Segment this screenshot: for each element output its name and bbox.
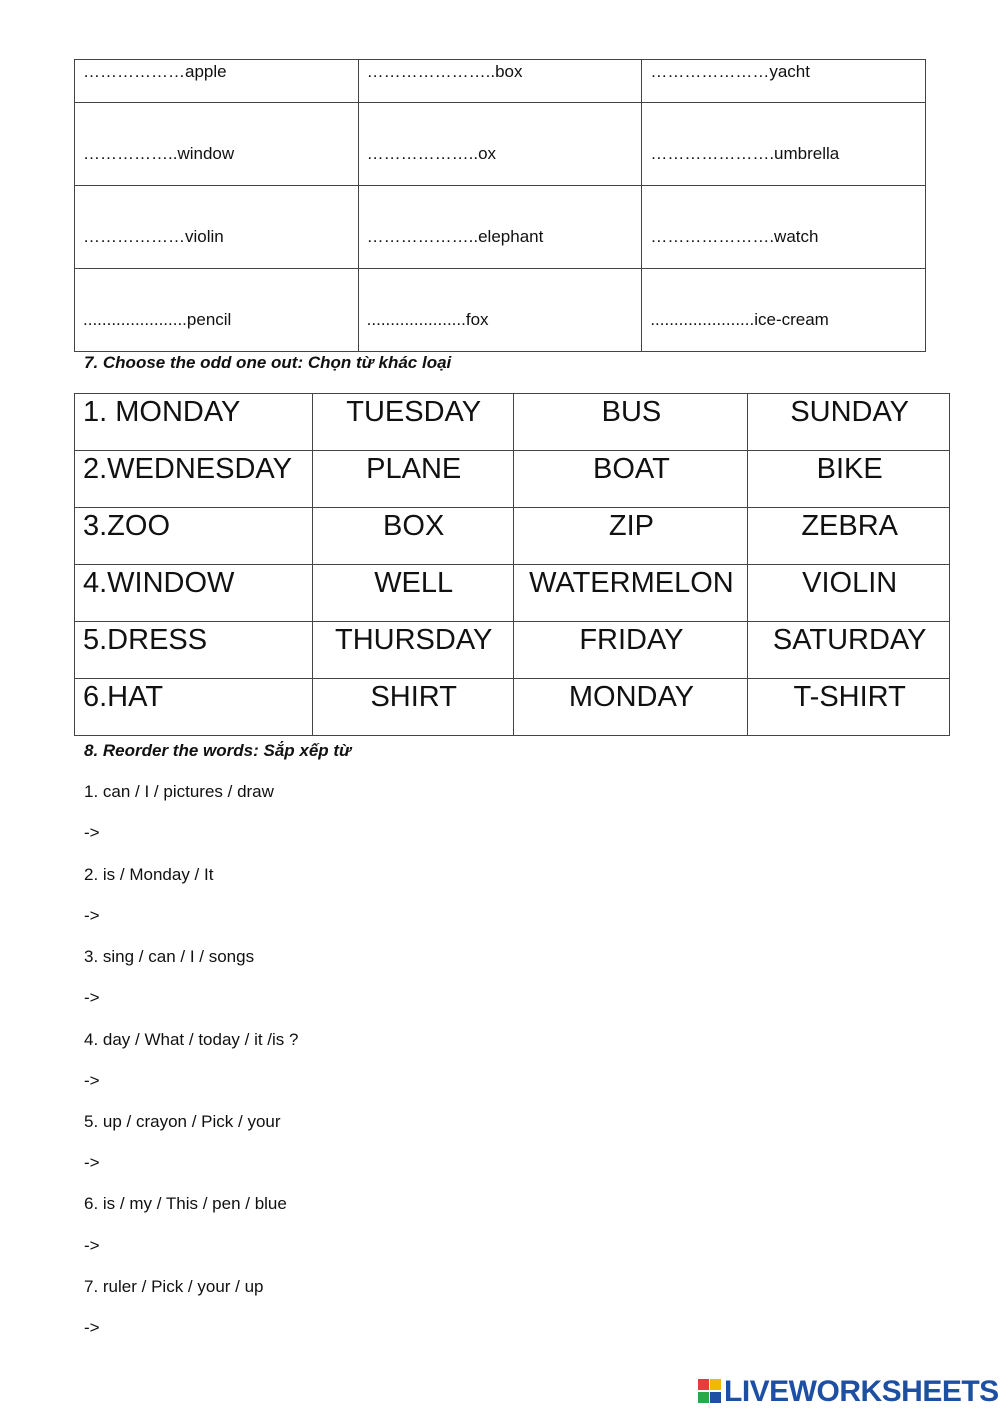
word-cell[interactable]: BIKE (748, 451, 950, 508)
fill-cell[interactable]: …………………..box (358, 60, 642, 103)
fill-cell[interactable]: ......................ice-cream (642, 269, 926, 352)
answer-line[interactable]: -> (84, 1318, 100, 1337)
word-cell: 1. MONDAY (75, 394, 313, 451)
reorder-prompt: 3. sing / can / I / songs (84, 947, 255, 966)
word-cell[interactable]: SUNDAY (748, 394, 950, 451)
word-cell[interactable]: BOX (312, 508, 513, 565)
reorder-prompt: 5. up / crayon / Pick / your (84, 1112, 281, 1131)
reorder-prompt: 2. is / Monday / It (84, 865, 214, 884)
word-cell[interactable]: WATERMELON (513, 565, 748, 622)
fill-cell[interactable]: ......................pencil (75, 269, 359, 352)
fill-cell[interactable]: ………………violin (75, 186, 359, 269)
table-row (75, 60, 926, 103)
word-cell[interactable]: FRIDAY (513, 622, 748, 679)
word-cell[interactable]: TUESDAY (312, 394, 513, 451)
word-cell[interactable]: VIOLIN (748, 565, 950, 622)
reorder-prompt: 4. day / What / today / it /is ? (84, 1030, 299, 1049)
reorder-prompt: 1. can / I / pictures / draw (84, 782, 274, 801)
fill-cell[interactable]: ………………….umbrella (642, 103, 926, 186)
fill-cell[interactable]: ………………..elephant (358, 186, 642, 269)
table-row (75, 565, 950, 622)
answer-line[interactable]: -> (84, 1071, 100, 1090)
word-cell: 6.HAT (75, 679, 313, 736)
word-cell[interactable]: WELL (312, 565, 513, 622)
fill-cell[interactable]: ………………….watch (642, 186, 926, 269)
table-row (75, 451, 950, 508)
word-cell[interactable]: THURSDAY (312, 622, 513, 679)
answer-line[interactable]: -> (84, 988, 100, 1007)
word-cell[interactable]: MONDAY (513, 679, 748, 736)
liveworksheets-logo-icon (698, 1379, 722, 1405)
section-8-heading: 8. Reorder the words: Sắp xếp từ (84, 741, 352, 760)
word-cell[interactable]: PLANE (312, 451, 513, 508)
table-row (75, 394, 950, 451)
table-row (75, 103, 926, 186)
word-cell: 3.ZOO (75, 508, 313, 565)
word-cell[interactable]: ZEBRA (748, 508, 950, 565)
word-cell[interactable]: T-SHIRT (748, 679, 950, 736)
liveworksheets-brand: LIVEWORKSHEETS (724, 1375, 999, 1408)
word-cell: 2.WEDNESDAY (75, 451, 313, 508)
fill-cell[interactable]: ……………..window (75, 103, 359, 186)
word-cell[interactable]: SATURDAY (748, 622, 950, 679)
table-row (75, 679, 950, 736)
fill-cell[interactable]: …………………yacht (642, 60, 926, 103)
answer-line[interactable]: -> (84, 1236, 100, 1255)
liveworksheets-logo (698, 1375, 999, 1409)
fill-cell[interactable]: ………………..ox (358, 103, 642, 186)
fill-cell[interactable]: ………………apple (75, 60, 359, 103)
table-row (75, 508, 950, 565)
table-row (75, 622, 950, 679)
answer-line[interactable]: -> (84, 823, 100, 842)
answer-line[interactable]: -> (84, 906, 100, 925)
word-cell: 4.WINDOW (75, 565, 313, 622)
fill-cell[interactable]: .....................fox (358, 269, 642, 352)
word-cell[interactable]: ZIP (513, 508, 748, 565)
odd-one-out-table (74, 393, 950, 736)
word-cell[interactable]: BUS (513, 394, 748, 451)
word-cell[interactable]: BOAT (513, 451, 748, 508)
word-cell: 5.DRESS (75, 622, 313, 679)
reorder-prompt: 7. ruler / Pick / your / up (84, 1277, 264, 1296)
section-7-heading: 7. Choose the odd one out: Chọn từ khác loại (84, 353, 452, 372)
word-cell[interactable]: SHIRT (312, 679, 513, 736)
answer-line[interactable]: -> (84, 1153, 100, 1172)
table-row (75, 186, 926, 269)
article-fill-table (74, 59, 926, 352)
table-row (75, 269, 926, 352)
reorder-prompt: 6. is / my / This / pen / blue (84, 1194, 287, 1213)
